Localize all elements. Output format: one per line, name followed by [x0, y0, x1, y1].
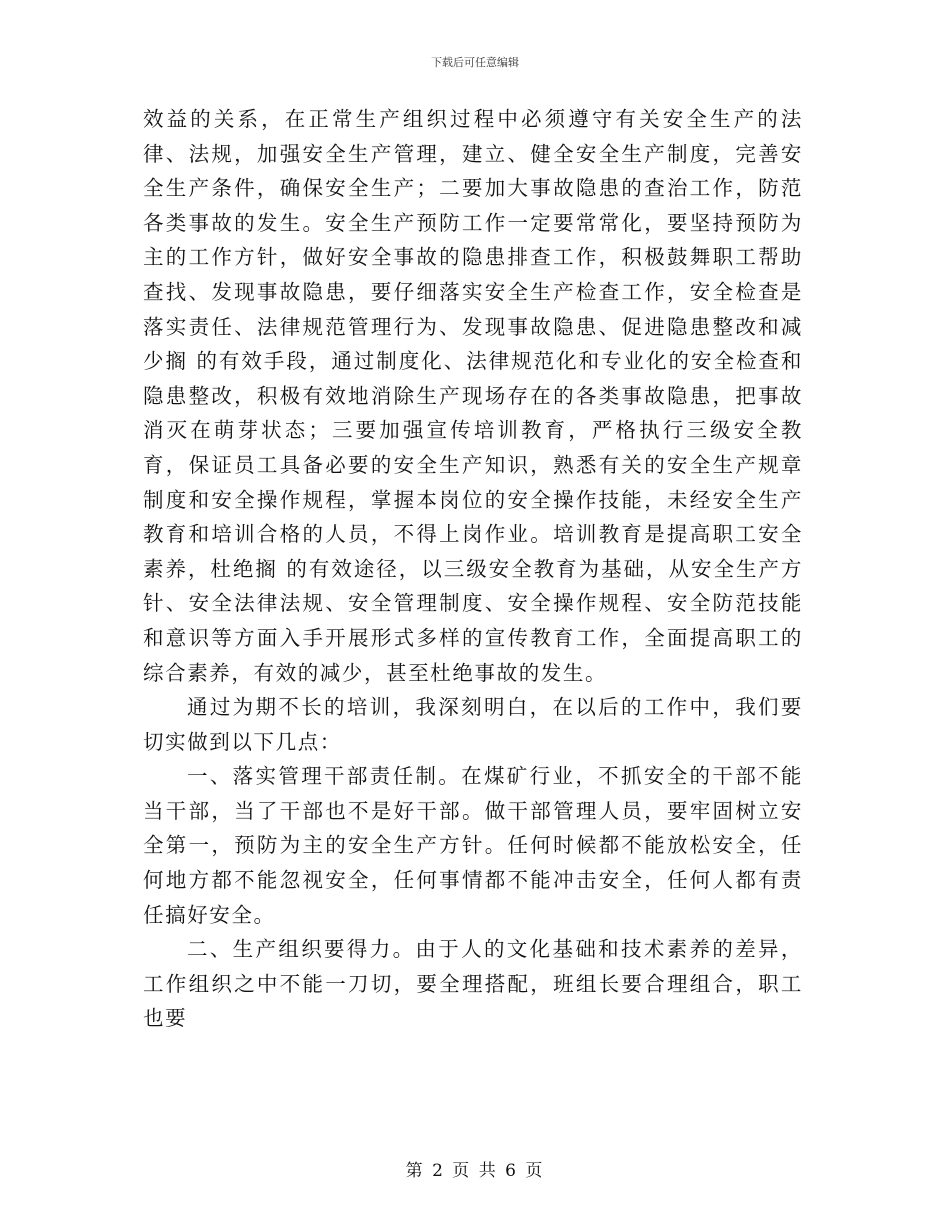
- page-number: 第 2 页 共 6 页: [405, 1161, 545, 1181]
- paragraph-safety-measures: 效益的关系，在正常生产组织过程中必须遵守有关安全生产的法律、法规，加强安全生产管理，建立、健全安全生产制度，完善安全生产条件，确保安全生产；二要加大事故隐患的查治工作，防范各类事故的发生。安全生产预防工作一定要常常化，要坚持预防为主的工作方针，做好安全事故的隐患排查工作，积极鼓舞职工帮助查找、发现事故隐患，要仔细落实安全生产检查工作，安全检查是落实责任、法律规范管理行为、发现事故隐患、促进隐患整改和减少搁 的有效手段，通过制度化、法律规范化和专业化的安全检查和隐患整改，积极有效地消除生产现场存在的各类事故隐患，把事故消灭在萌芽状态；三要加强宣传培训教育，严格执行三级安全教育，保证员工具备必要的安全生产知识，熟悉有关的安全生产规章制度和安全操作规程，掌握本岗位的安全操作技能，未经安全生产教育和培训合格的人员，不得上岗作业。培训教育是提高职工安全素养，杜绝搁 的有效途径，以三级安全教育为基础，从安全生产方针、安全法律法规、安全管理制度、安全操作规程、安全防范技能和意识等方面入手开展形式多样的宣传教育工作，全面提高职工的综合素养，有效的减少，甚至杜绝事故的发生。: [143, 107, 803, 685]
- document-body: [143, 102, 803, 1036]
- paragraph-training-summary: 通过为期不长的培训，我深刻明白，在以后的工作中，我们要切实做到以下几点：: [143, 695, 803, 754]
- paragraph-point-one: 一、落实管理干部责任制。在煤矿行业，不抓安全的干部不能当干部，当了干部也不是好干部。做干部管理人员，要牢固树立安全第一，预防为主的安全生产方针。任何时候都不能放松安全，任何地方都不能忽视安全，任何事情都不能冲击安全，任何人都有责任搞好安全。: [143, 764, 803, 927]
- page-header: 下载后可任意编辑: [431, 56, 519, 69]
- paragraph-point-two: 二、生产组织要得力。由于人的文化基础和技术素养的差异，工作组织之中不能一刀切，要全理搭配，班组长要合理组合，职工也要: [143, 937, 803, 1031]
